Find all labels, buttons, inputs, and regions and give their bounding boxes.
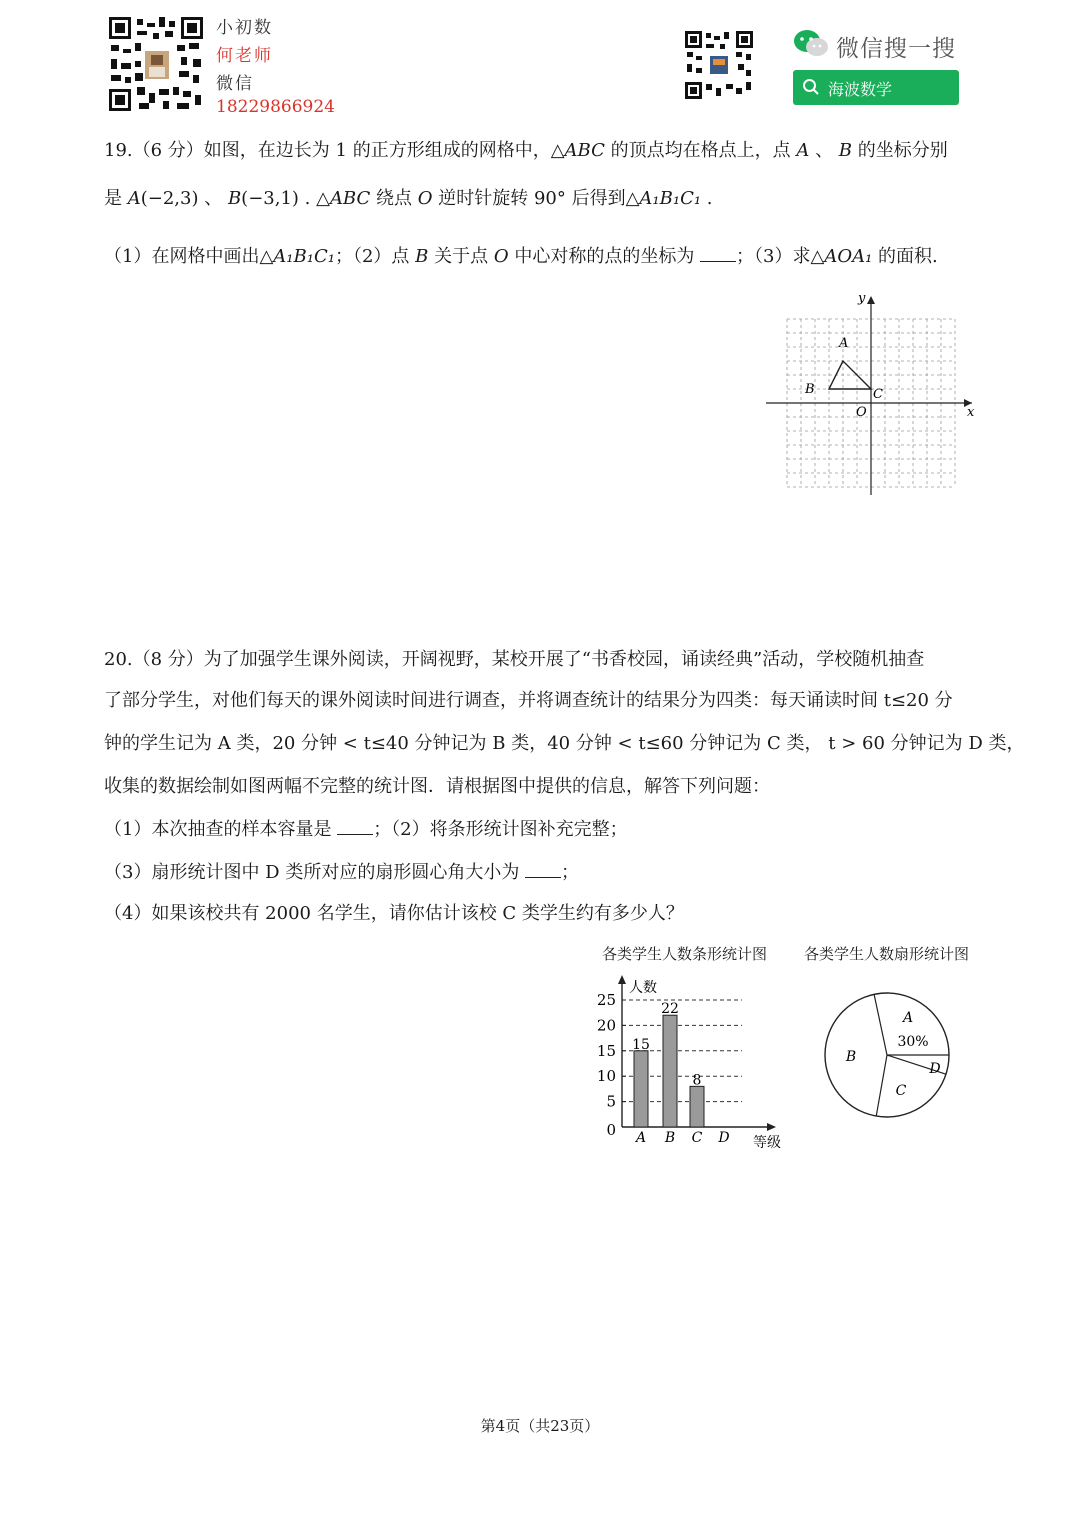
- y-tick-label: 0: [606, 1121, 616, 1139]
- category-label-C: C: [691, 1130, 703, 1146]
- q20-line-1: 20.（8 分）为了加强学生课外阅读，开阔视野，某校开展了“书香校园，诵读经典”活动，学校随机抽查: [104, 649, 925, 670]
- x-axis-label: 等级: [753, 1135, 781, 1151]
- search-icon: [802, 78, 820, 100]
- handwriting-teacher: 何老师: [216, 46, 273, 66]
- y-axis-label: y: [858, 291, 866, 306]
- y-tick-label: 25: [596, 991, 616, 1009]
- y-tick-label: 10: [596, 1067, 616, 1086]
- y-axis-arrow: [618, 975, 626, 984]
- q20-line-3: 钟的学生记为 A 类，20 分钟 < t≤40 分钟记为 B 类，40 分钟 < t≤60 分钟记为 C 类， t > 60 分钟记为 D 类，: [104, 733, 1025, 754]
- coordinate-grid-figure: [760, 290, 985, 505]
- page-footer: 第4页（共23页）: [480, 1417, 600, 1435]
- search-button-label: 海波数学: [828, 80, 893, 99]
- y-axis-arrow: [867, 296, 875, 304]
- y-axis-label: 人数: [629, 980, 657, 996]
- data-label-B: 22: [661, 1001, 679, 1018]
- pie-chart: [815, 985, 960, 1130]
- q19-line-1: 19.（6 分）如图，在边长为 1 的正方形组成的网格中，△ABC 的顶点均在格点上，点 A 、 B 的坐标分别: [104, 140, 948, 161]
- origin-label: O: [856, 405, 867, 420]
- slice-label-D: D: [929, 1061, 941, 1077]
- vertex-b-label: B: [805, 382, 815, 397]
- wechat-icon: [793, 29, 829, 59]
- slice-label-A: A: [902, 1010, 914, 1026]
- qr-code-left: [107, 15, 205, 113]
- wechat-search-title: 微信搜一搜: [836, 36, 956, 62]
- answer-blank[interactable]: [337, 818, 373, 835]
- handwriting-line-1: 小初数: [216, 18, 273, 38]
- q20-line-6: （3）扇形统计图中 D 类所对应的扇形圆心角大小为 ；: [104, 862, 580, 883]
- x-axis-label: x: [967, 405, 975, 420]
- vertex-a-label: A: [839, 336, 849, 351]
- data-label-C: 8: [692, 1072, 702, 1089]
- category-label-A: A: [635, 1130, 647, 1146]
- y-tick-label: 5: [606, 1092, 616, 1111]
- handwriting-wechat: 微信: [216, 74, 254, 94]
- category-label-B: B: [664, 1130, 676, 1146]
- q20-line-7: （4）如果该校共有 2000 名学生，请你估计该校 C 类学生约有多少人？: [104, 903, 684, 924]
- answer-blank[interactable]: [525, 861, 561, 878]
- q19-line-3: （1）在网格中画出△A₁B₁C₁；（2）点 B 关于点 O 中心对称的点的坐标为 ；（3）求△AOA₁ 的面积.: [104, 246, 938, 267]
- wechat-search-button[interactable]: [793, 70, 959, 105]
- q19-line-2: 是 A(−2,3) 、 B(−3,1) . △ABC 绕点 O 逆时针旋转 90° 后得到△A₁B₁C₁ .: [104, 188, 713, 209]
- pie-chart-title: 各类学生人数扇形统计图: [804, 945, 970, 963]
- bar-chart-title: 各类学生人数条形统计图: [602, 945, 768, 963]
- slice-percent-A: 30%: [897, 1034, 929, 1050]
- bar-A: [634, 1051, 648, 1127]
- y-tick-label: 15: [596, 1041, 616, 1060]
- x-axis-arrow: [767, 1123, 776, 1131]
- bar-B: [663, 1015, 677, 1127]
- bar-chart: [590, 970, 795, 1155]
- data-label-A: 15: [632, 1036, 650, 1053]
- slice-label-B: B: [845, 1049, 857, 1065]
- bar-C: [690, 1086, 704, 1127]
- qr-code-right: [684, 30, 754, 100]
- category-label-D: D: [718, 1130, 730, 1146]
- q20-line-5: （1）本次抽查的样本容量是 ；（2）将条形统计图补充完整；: [104, 819, 628, 840]
- y-tick-label: 20: [596, 1016, 616, 1035]
- answer-blank[interactable]: [700, 245, 736, 262]
- handwriting-phone: 18229866924: [216, 97, 335, 117]
- slice-label-C: C: [895, 1083, 907, 1099]
- q20-line-4: 收集的数据绘制如图两幅不完整的统计图．请根据图中提供的信息，解答下列问题：: [104, 776, 770, 797]
- vertex-c-label: C: [873, 387, 883, 402]
- q20-line-2: 了部分学生，对他们每天的课外阅读时间进行调查，并将调查统计的结果分为四类：每天诵读时间 t≤20 分: [104, 690, 953, 711]
